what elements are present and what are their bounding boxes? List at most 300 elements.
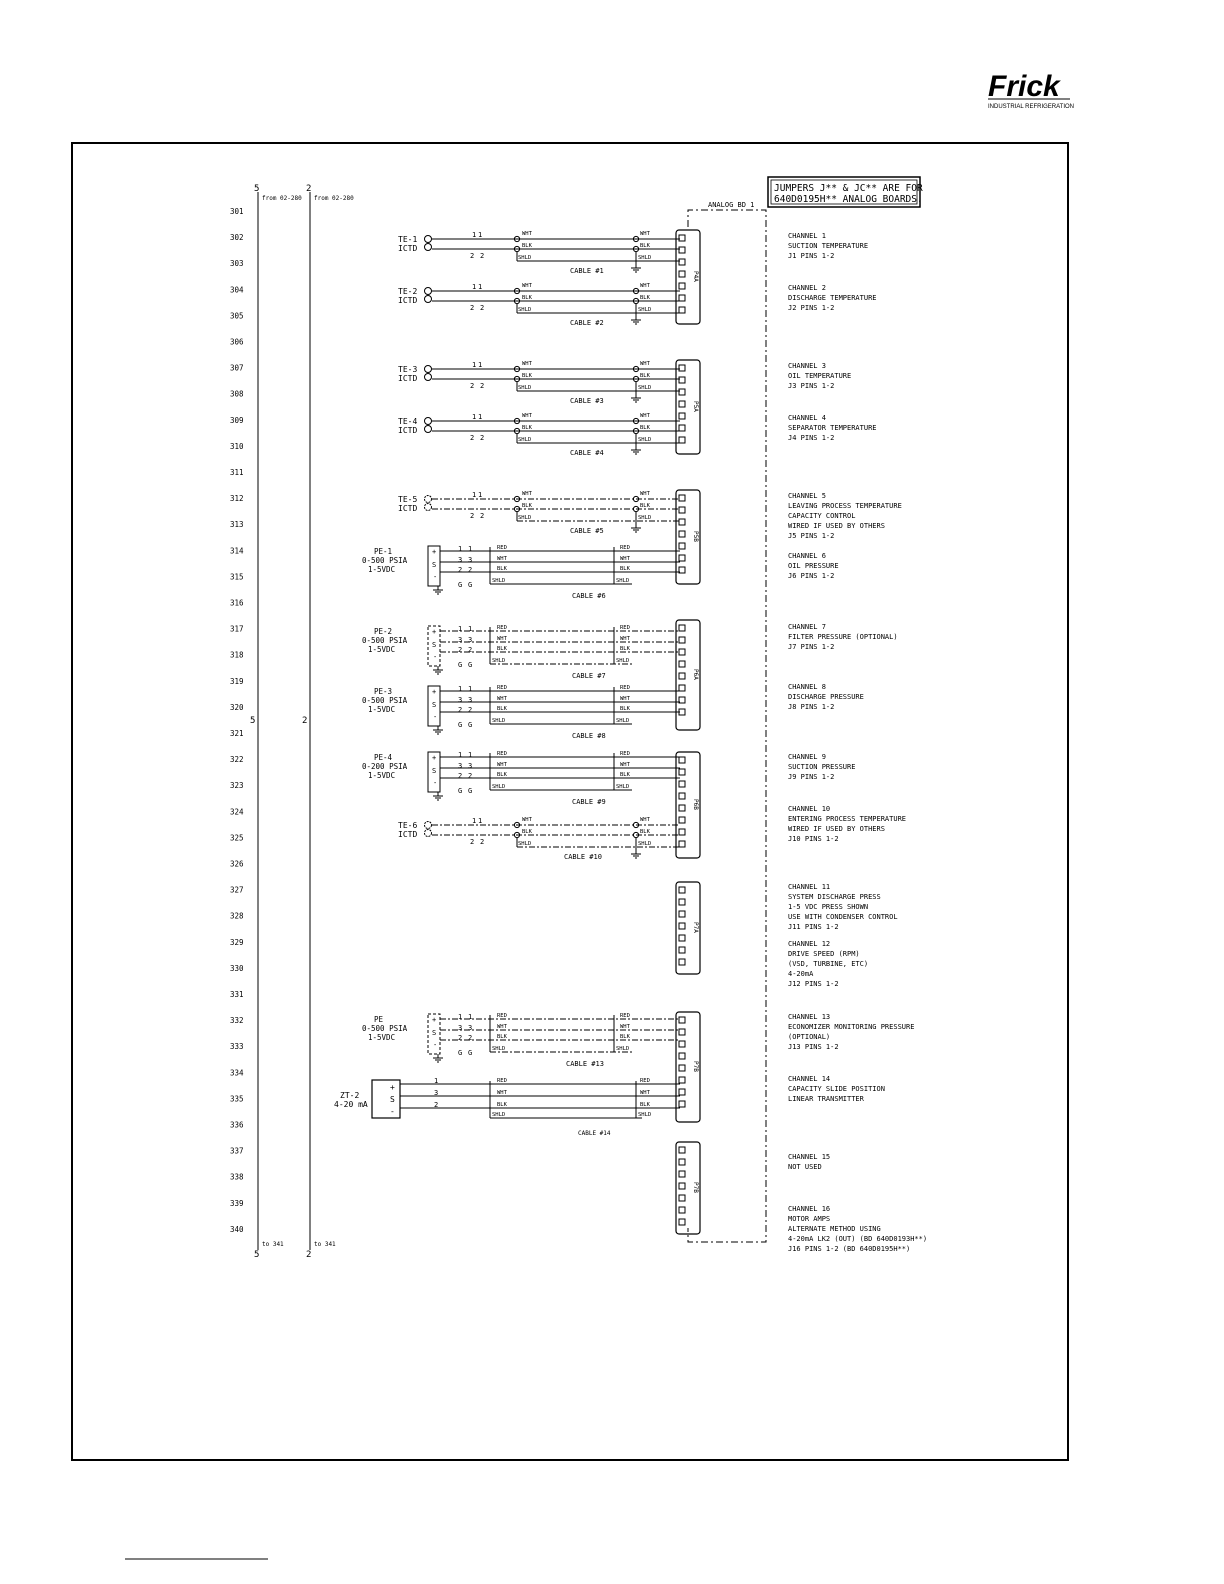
- temperature-circuit-te-3: [398, 361, 680, 405]
- pin-number: 1: [434, 1077, 439, 1085]
- terminal-pin: [679, 389, 685, 395]
- channel-detail: ENTERING PROCESS TEMPERATURE: [788, 815, 907, 823]
- channel-detail: (VSD, TURBINE, ETC): [788, 960, 869, 968]
- terminal-plus: +: [432, 548, 437, 556]
- channel-12-description: [788, 940, 868, 988]
- channel-detail: J1 PINS 1-2: [788, 252, 835, 260]
- cable-ground: [631, 394, 641, 402]
- wire-label-wht: WHT: [620, 1024, 630, 1030]
- cable-ground: [631, 446, 641, 454]
- terminal-pin: [679, 923, 685, 929]
- channel-title: CHANNEL 9: [788, 753, 826, 761]
- terminal-pin: [679, 1017, 685, 1023]
- wire-label-wht: WHT: [620, 696, 630, 702]
- wire-label-wht: WHT: [640, 413, 650, 419]
- wire-label-wht: WHT: [620, 762, 630, 768]
- sensor-signal: 1-5VDC: [368, 565, 396, 574]
- pin-number: 2: [480, 434, 485, 442]
- line-number-321: 321: [230, 729, 244, 738]
- terminal-minus: -: [433, 779, 438, 787]
- channel-detail: WIRED IF USED BY OTHERS: [788, 522, 885, 530]
- channel-title: CHANNEL 6: [788, 552, 826, 560]
- pin-number: 1: [458, 545, 463, 553]
- wire-label-wht: WHT: [620, 556, 630, 562]
- wire-label-shld: SHLD: [492, 1112, 506, 1118]
- terminal-pin: [679, 543, 685, 549]
- channel-title: CHANNEL 8: [788, 683, 826, 691]
- line-number-308: 308: [230, 389, 244, 399]
- channel-detail: SEPARATOR TEMPERATURE: [788, 424, 877, 432]
- pin-number: 3: [468, 696, 473, 704]
- channel-detail: WIRED IF USED BY OTHERS: [788, 825, 885, 833]
- sensor-type: ICTD: [398, 374, 418, 383]
- channel-detail: J16 PINS 1-2 (BD 640D0195H**): [788, 1245, 911, 1253]
- channel-title: CHANNEL 16: [788, 1205, 831, 1213]
- pin-number: 1: [478, 361, 483, 369]
- line-number-336: 336: [230, 1120, 244, 1130]
- channel-descriptions: [788, 232, 927, 1253]
- terminal-pin: [679, 259, 685, 265]
- channel-5-description: [788, 492, 902, 540]
- terminal-block: [676, 882, 700, 974]
- wire-label-shld: SHLD: [616, 658, 630, 664]
- transducer-ground: [433, 1054, 443, 1062]
- wire-label-shld: SHLD: [518, 437, 532, 443]
- wire-label-blk: BLK: [640, 243, 650, 249]
- channel-detail: J11 PINS 1-2: [788, 923, 839, 931]
- wire-label-wht: WHT: [640, 231, 650, 237]
- terminal-pin: [679, 1053, 685, 1059]
- terminal-pin: [679, 793, 685, 799]
- note-line-2: 640D0195H** ANALOG BOARDS.: [774, 194, 923, 205]
- wire-label-blk: BLK: [522, 503, 532, 509]
- terminal-minus: -: [433, 573, 438, 581]
- terminal-pin: [679, 1159, 685, 1165]
- sensor-tag: TE-5: [398, 495, 418, 504]
- wire-label-blk: BLK: [522, 243, 532, 249]
- transducer-ground: [433, 586, 443, 594]
- pin-number: G: [468, 787, 473, 795]
- channel-detail: DISCHARGE PRESSURE: [788, 693, 864, 701]
- bus-right-number: 2: [306, 184, 312, 194]
- bus-right-to: to 341: [314, 1241, 336, 1248]
- wire-label-blk: BLK: [497, 566, 507, 572]
- wire-label-blk: BLK: [640, 503, 650, 509]
- temperature-circuit-te-6: [398, 817, 680, 861]
- wire-label-shld: SHLD: [638, 385, 652, 391]
- transducer-ground: [433, 666, 443, 674]
- channel-2-description: [788, 284, 877, 312]
- wire-label-blk: BLK: [640, 373, 650, 379]
- channel-detail: 1-5 VDC PRESS SHOWN: [788, 903, 869, 911]
- channel-detail: J9 PINS 1-2: [788, 773, 835, 781]
- pin-number: 1: [468, 625, 473, 633]
- terminal-pin: [679, 685, 685, 691]
- terminal-pin: [679, 555, 685, 561]
- line-number-311: 311: [230, 468, 244, 477]
- terminal-pin: [679, 235, 685, 241]
- cable-label: CABLE #2: [570, 319, 604, 327]
- channel-detail: CAPACITY SLIDE POSITION: [788, 1085, 885, 1093]
- pin-number: 2: [458, 566, 463, 574]
- channel-title: CHANNEL 1: [788, 232, 826, 240]
- line-number-303: 303: [230, 259, 244, 269]
- pressure-sensor-circuits: [362, 545, 680, 1068]
- pin-number: G: [458, 721, 463, 729]
- line-number-316: 316: [230, 598, 244, 608]
- cable-ground: [631, 316, 641, 324]
- sensor-range: 0-500 PSIA: [362, 636, 408, 645]
- pin-number: 3: [434, 1089, 439, 1097]
- terminal-pin: [679, 495, 685, 501]
- cable-label: CABLE #14: [578, 1130, 611, 1137]
- cable-label: CABLE #4: [570, 449, 604, 457]
- channel-detail: LEAVING PROCESS TEMPERATURE: [788, 502, 902, 510]
- channel-8-description: [788, 683, 864, 711]
- terminal-pin: [679, 637, 685, 643]
- wire-label-red: RED: [620, 1013, 630, 1019]
- channel-detail: J12 PINS 1-2: [788, 980, 839, 988]
- sensor-tag: PE: [374, 1015, 384, 1024]
- wire-label-shld: SHLD: [616, 578, 630, 584]
- channel-detail: 4-20mA LK2 (OUT) (BD 640D0193H**): [788, 1235, 928, 1243]
- terminal-pin: [679, 757, 685, 763]
- cable-label: CABLE #1: [570, 267, 604, 275]
- wire-label-shld: SHLD: [638, 515, 652, 521]
- wire-label-red: RED: [497, 1078, 507, 1084]
- terminal-pin: [679, 947, 685, 953]
- line-number-302: 302: [230, 233, 244, 243]
- line-number-339: 339: [230, 1198, 244, 1208]
- pin-number: 1: [472, 491, 477, 499]
- channel-detail: NOT USED: [788, 1163, 822, 1171]
- wire-label-blk: BLK: [522, 425, 532, 431]
- terminal-pin: [679, 817, 685, 823]
- pressure-circuit-pe-3: [362, 685, 680, 740]
- line-number-320: 320: [230, 702, 244, 712]
- channel-detail: J4 PINS 1-2: [788, 434, 835, 442]
- wire-label-shld: SHLD: [492, 658, 506, 664]
- wire-label-wht: WHT: [497, 556, 507, 562]
- pin-number: 1: [478, 231, 483, 239]
- terminal-pin: [679, 649, 685, 655]
- channel-detail: DRIVE SPEED (RPM): [788, 950, 860, 958]
- sensor-signal: 1-5VDC: [368, 771, 396, 780]
- terminal-pin: [679, 781, 685, 787]
- bus-right-number-bottom: 2: [306, 1250, 312, 1260]
- cable-label: CABLE #5: [570, 527, 604, 535]
- wire-label-shld: SHLD: [492, 784, 506, 790]
- wire-label-wht: WHT: [522, 817, 532, 823]
- cable-label: CABLE #7: [572, 672, 606, 680]
- transmitter-circuit: [334, 1077, 680, 1137]
- pin-number: 1: [468, 545, 473, 553]
- wire-label-blk: BLK: [497, 646, 507, 652]
- line-number-313: 313: [230, 520, 244, 530]
- ictd-loop-lower: [425, 504, 432, 511]
- terminal-pin: [679, 1219, 685, 1225]
- bus-wires: [250, 184, 354, 1260]
- channel-title: CHANNEL 15: [788, 1153, 831, 1161]
- pin-number: 3: [468, 762, 473, 770]
- terminal-pin: [679, 1101, 685, 1107]
- wire-label-blk: BLK: [522, 295, 532, 301]
- wire-label-blk: BLK: [640, 829, 650, 835]
- channel-detail: MOTOR AMPS: [788, 1215, 831, 1223]
- terminal-pin: [679, 1171, 685, 1177]
- wire-label-red: RED: [497, 1013, 507, 1019]
- pin-number: 2: [468, 772, 473, 780]
- terminal-pin: [679, 401, 685, 407]
- channel-detail: J7 PINS 1-2: [788, 643, 835, 651]
- terminal-pin: [679, 271, 685, 277]
- wire-label-red: RED: [497, 751, 507, 757]
- pin-number: 2: [470, 252, 475, 260]
- wire-label-shld: SHLD: [616, 784, 630, 790]
- terminal-pin: [679, 1195, 685, 1201]
- channel-detail: CAPACITY CONTROL: [788, 512, 856, 520]
- terminal-pin: [679, 307, 685, 313]
- terminal-pin: [679, 437, 685, 443]
- terminal-minus: -: [433, 1041, 438, 1049]
- pin-number: 3: [458, 556, 463, 564]
- sensor-signal: 1-5VDC: [368, 1033, 396, 1042]
- sensor-type: ICTD: [398, 504, 418, 513]
- terminal-pin: [679, 899, 685, 905]
- wire-label-blk: BLK: [522, 829, 532, 835]
- pin-number: 2: [470, 838, 475, 846]
- wire-label-red: RED: [497, 545, 507, 551]
- sensor-tag: PE-1: [374, 547, 393, 556]
- pin-number: 2: [458, 772, 463, 780]
- wire-label-wht: WHT: [522, 231, 532, 237]
- drawing-border: [72, 143, 1068, 1460]
- temperature-circuit-te-2: [398, 283, 680, 327]
- channel-title: CHANNEL 7: [788, 623, 826, 631]
- sensor-type: ICTD: [398, 426, 418, 435]
- terminal-pin: [679, 959, 685, 965]
- channel-15-description: [788, 1153, 830, 1171]
- terminal-signal: S: [432, 1029, 437, 1037]
- connector-label: P6B: [692, 799, 699, 810]
- channel-detail: 4-20mA: [788, 970, 814, 978]
- line-number-331: 331: [230, 990, 244, 999]
- transmitter-zt-2: [334, 1077, 680, 1137]
- channel-title: CHANNEL 13: [788, 1013, 831, 1021]
- wire-label-blk: BLK: [620, 706, 630, 712]
- line-number-312: 312: [230, 494, 244, 504]
- channel-detail: J6 PINS 1-2: [788, 572, 835, 580]
- channel-detail: J8 PINS 1-2: [788, 703, 835, 711]
- terminal-pin: [679, 769, 685, 775]
- bus-right-from: from 02-280: [314, 195, 354, 202]
- line-number-322: 322: [230, 755, 244, 765]
- pin-number: G: [468, 581, 473, 589]
- pin-number: 1: [458, 751, 463, 759]
- pin-number: G: [468, 661, 473, 669]
- channel-10-description: [788, 805, 906, 843]
- sensor-tag: TE-1: [398, 235, 418, 244]
- channel-detail: SUCTION TEMPERATURE: [788, 242, 869, 250]
- pin-number: G: [458, 787, 463, 795]
- channel-6-description: [788, 552, 839, 580]
- sensor-range: 0-200 PSIA: [362, 762, 408, 771]
- terminal-signal: S: [432, 561, 437, 569]
- channel-detail: SUCTION PRESSURE: [788, 763, 856, 771]
- sensor-type: ICTD: [398, 830, 418, 839]
- connector-label: P4A: [692, 271, 699, 282]
- pin-number: 2: [458, 706, 463, 714]
- wire-label-shld: SHLD: [518, 255, 532, 261]
- channel-title: CHANNEL 12: [788, 940, 831, 948]
- pin-number: 2: [480, 838, 485, 846]
- pin-number: 1: [458, 1013, 463, 1021]
- line-number-315: 315: [230, 572, 244, 582]
- channel-detail: LINEAR TRANSMITTER: [788, 1095, 864, 1103]
- line-number-304: 304: [230, 285, 244, 295]
- line-number-310: 310: [230, 441, 244, 451]
- terminal-pin: [679, 247, 685, 253]
- terminal-pin: [679, 887, 685, 893]
- cable-label: CABLE #6: [572, 592, 606, 600]
- wire-label-red: RED: [620, 751, 630, 757]
- channel-4-description: [788, 414, 877, 442]
- wire-label-wht: WHT: [522, 361, 532, 367]
- pressure-circuit-pe-4: [362, 751, 680, 806]
- wire-label-shld: SHLD: [518, 841, 532, 847]
- sensor-tag: TE-3: [398, 365, 418, 374]
- terminal-minus: -: [433, 653, 438, 661]
- terminal-pin: [679, 1065, 685, 1071]
- line-number-326: 326: [230, 859, 244, 869]
- ictd-loop-upper: [425, 236, 432, 243]
- pin-number: 1: [478, 413, 483, 421]
- channel-detail: FILTER PRESSURE (OPTIONAL): [788, 633, 898, 641]
- wire-label-shld: SHLD: [638, 255, 652, 261]
- channel-detail: ECONOMIZER MONITORING PRESSURE: [788, 1023, 915, 1031]
- connector-label: P6A: [692, 669, 699, 680]
- pin-number: 2: [434, 1101, 439, 1109]
- wire-label-blk: BLK: [497, 1102, 507, 1108]
- pin-number: 1: [472, 413, 477, 421]
- connector-label: P5A: [692, 401, 699, 412]
- wire-label-wht: WHT: [522, 491, 532, 497]
- line-number-338: 338: [230, 1172, 244, 1182]
- wire-label-blk: BLK: [640, 1102, 650, 1108]
- pressure-circuit-pe: [362, 1013, 680, 1068]
- channel-detail: ALTERNATE METHOD USING: [788, 1225, 881, 1233]
- line-number-317: 317: [230, 624, 244, 634]
- terminal-pin: [679, 1147, 685, 1153]
- wire-label-wht: WHT: [640, 361, 650, 367]
- bus-left-number-bottom: 5: [254, 1250, 260, 1260]
- channel-detail: J5 PINS 1-2: [788, 532, 835, 540]
- channel-16-description: [788, 1205, 927, 1253]
- terminal-pin: [679, 1041, 685, 1047]
- wire-label-wht: WHT: [640, 1090, 650, 1096]
- terminal-pin: [679, 365, 685, 371]
- wire-label-red: RED: [620, 625, 630, 631]
- line-number-334: 334: [230, 1068, 244, 1078]
- terminal-pin: [679, 661, 685, 667]
- terminal-pin: [679, 805, 685, 811]
- board-connectors: [676, 230, 700, 1234]
- pin-number: 2: [468, 566, 473, 574]
- ictd-loop-upper: [425, 288, 432, 295]
- terminal-block: [676, 360, 700, 454]
- wire-label-shld: SHLD: [616, 1046, 630, 1052]
- bus-right-mid: 2: [302, 716, 308, 726]
- channel-detail: J3 PINS 1-2: [788, 382, 835, 390]
- pin-number: 2: [480, 304, 485, 312]
- analog-board-label: ANALOG BD 1: [708, 201, 755, 209]
- cable-label: CABLE #10: [564, 853, 602, 861]
- line-number-309: 309: [230, 415, 244, 425]
- wire-label-blk: BLK: [522, 373, 532, 379]
- wire-label-shld: SHLD: [638, 437, 652, 443]
- pin-number: 3: [468, 1024, 473, 1032]
- pin-number: G: [458, 661, 463, 669]
- line-number-318: 318: [230, 650, 244, 660]
- terminal-block: [676, 1012, 700, 1122]
- transmitter-tag: ZT-2: [340, 1091, 360, 1100]
- terminal-plus: +: [432, 754, 437, 762]
- wire-label-wht: WHT: [640, 283, 650, 289]
- temperature-circuit-te-5: [398, 491, 680, 535]
- channel-detail: (OPTIONAL): [788, 1033, 831, 1041]
- terminal-minus: -: [433, 713, 438, 721]
- wire-label-wht: WHT: [497, 1024, 507, 1030]
- line-number-305: 305: [230, 311, 244, 321]
- line-number-314: 314: [230, 546, 244, 556]
- channel-title: CHANNEL 10: [788, 805, 831, 813]
- pin-number: 2: [458, 646, 463, 654]
- terminal-pin: [679, 935, 685, 941]
- wire-label-shld: SHLD: [638, 307, 652, 313]
- transmitter-terminal: +: [390, 1083, 395, 1092]
- pin-number: G: [458, 581, 463, 589]
- sensor-range: 0-500 PSIA: [362, 556, 408, 565]
- channel-title: CHANNEL 2: [788, 284, 826, 292]
- terminal-signal: S: [432, 767, 437, 775]
- pin-number: 2: [470, 304, 475, 312]
- wire-label-wht: WHT: [497, 696, 507, 702]
- line-number-324: 324: [230, 807, 244, 817]
- channel-detail: OIL TEMPERATURE: [788, 372, 852, 380]
- sensor-signal: 1-5VDC: [368, 645, 396, 654]
- channel-detail: DISCHARGE TEMPERATURE: [788, 294, 877, 302]
- wire-label-red: RED: [497, 625, 507, 631]
- ictd-loop-lower: [425, 374, 432, 381]
- line-numbers: [230, 207, 244, 1234]
- channel-title: CHANNEL 14: [788, 1075, 831, 1083]
- frick-logo: [988, 70, 1074, 110]
- wire-label-red: RED: [640, 1078, 650, 1084]
- ictd-loop-upper: [425, 822, 432, 829]
- pin-number: 1: [478, 491, 483, 499]
- line-number-323: 323: [230, 781, 244, 791]
- terminal-block: [676, 230, 700, 324]
- sensor-range: 0-500 PSIA: [362, 1024, 408, 1033]
- wire-label-wht: WHT: [497, 1090, 507, 1096]
- terminal-plus: +: [432, 628, 437, 636]
- cable-ground: [631, 850, 641, 858]
- note-line-1: JUMPERS J** & JC** ARE FOR: [774, 183, 923, 194]
- pin-number: 2: [468, 706, 473, 714]
- channel-title: CHANNEL 11: [788, 883, 831, 891]
- cable-label: CABLE #8: [572, 732, 606, 740]
- connector-label: P7B: [692, 1182, 699, 1193]
